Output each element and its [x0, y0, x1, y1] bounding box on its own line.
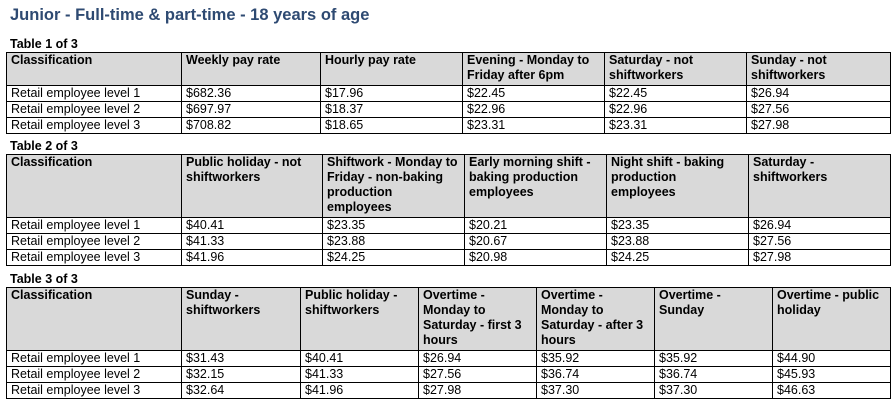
header-row [7, 288, 891, 351]
table-cell: $17.96 [321, 86, 463, 102]
table-cell: Retail employee level 3 [7, 250, 182, 266]
table-cell: $40.41 [182, 218, 323, 234]
table-cell: $22.96 [463, 102, 605, 118]
header-row [7, 155, 891, 218]
column-header: Shiftwork - Monday to Friday - non-baking production employees [323, 155, 465, 218]
table-cell: $20.98 [465, 250, 607, 266]
column-header: Overtime - Sunday [655, 288, 773, 351]
column-header: Early morning shift - baking production employees [465, 155, 607, 218]
column-header: Saturday - not shiftworkers [605, 53, 747, 86]
table-cell: $40.41 [301, 351, 419, 367]
table-cell: $27.98 [749, 250, 891, 266]
table-cell: Retail employee level 3 [7, 118, 182, 134]
table-cell: Retail employee level 3 [7, 383, 182, 399]
column-header: Public holiday - not shiftworkers [182, 155, 323, 218]
table-row [7, 383, 891, 399]
column-header: Night shift - baking production employees [607, 155, 749, 218]
table-cell: $35.92 [655, 351, 773, 367]
column-header: Classification [7, 288, 182, 351]
table-row [7, 102, 891, 118]
table-cell: $26.94 [749, 218, 891, 234]
table-cell: $23.31 [463, 118, 605, 134]
table-cell: $27.56 [749, 234, 891, 250]
table-cell: $23.88 [323, 234, 465, 250]
table-cell: $31.43 [182, 351, 301, 367]
table-cell: Retail employee level 2 [7, 102, 182, 118]
column-header: Evening - Monday to Friday after 6pm [463, 53, 605, 86]
table-cell: $18.37 [321, 102, 463, 118]
column-header: Weekly pay rate [182, 53, 321, 86]
column-header: Sunday - shiftworkers [182, 288, 301, 351]
table-cell: $23.35 [323, 218, 465, 234]
table-cell: $22.45 [605, 86, 747, 102]
table-cell: $697.97 [182, 102, 321, 118]
column-header: Public holiday - shiftworkers [301, 288, 419, 351]
pay-table-1 [6, 52, 891, 134]
table-cell: Retail employee level 2 [7, 367, 182, 383]
table-cell: $35.92 [537, 351, 655, 367]
table-row [7, 367, 891, 383]
table-cell: $23.88 [607, 234, 749, 250]
table-cell: $45.93 [773, 367, 891, 383]
table-cell: $26.94 [747, 86, 891, 102]
column-header: Overtime - Monday to Saturday - after 3 hours [537, 288, 655, 351]
table-cell: $41.96 [301, 383, 419, 399]
page-title: Junior - Full-time & part-time - 18 years of age [10, 6, 370, 24]
header-row [7, 53, 891, 86]
table-cell: $22.96 [605, 102, 747, 118]
table-2-caption: Table 2 of 3 [10, 139, 78, 153]
table-cell: $46.63 [773, 383, 891, 399]
table-cell: $36.74 [537, 367, 655, 383]
table-cell: Retail employee level 1 [7, 218, 182, 234]
table-cell: $27.98 [419, 383, 537, 399]
column-header: Sunday - not shiftworkers [747, 53, 891, 86]
table-cell: $41.33 [182, 234, 323, 250]
column-header: Saturday - shiftworkers [749, 155, 891, 218]
pay-table-2 [6, 154, 891, 266]
table-row [7, 250, 891, 266]
column-header: Overtime - public holiday [773, 288, 891, 351]
table-cell: $23.31 [605, 118, 747, 134]
table-cell: Retail employee level 1 [7, 86, 182, 102]
table-cell: Retail employee level 1 [7, 351, 182, 367]
table-cell: $23.35 [607, 218, 749, 234]
table-cell: $26.94 [419, 351, 537, 367]
pay-table-3 [6, 287, 891, 399]
table-cell: $27.56 [419, 367, 537, 383]
table-cell: $44.90 [773, 351, 891, 367]
table-cell: $41.96 [182, 250, 323, 266]
table-cell: $24.25 [607, 250, 749, 266]
table-cell: $24.25 [323, 250, 465, 266]
column-header: Hourly pay rate [321, 53, 463, 86]
table-row [7, 351, 891, 367]
column-header: Classification [7, 155, 182, 218]
table-row [7, 86, 891, 102]
table-cell: $32.64 [182, 383, 301, 399]
table-cell: $41.33 [301, 367, 419, 383]
table-cell: $20.67 [465, 234, 607, 250]
table-cell: $682.36 [182, 86, 321, 102]
table-row [7, 118, 891, 134]
table-cell: $18.65 [321, 118, 463, 134]
table-cell: $37.30 [537, 383, 655, 399]
table-cell: $27.98 [747, 118, 891, 134]
table-cell: Retail employee level 2 [7, 234, 182, 250]
column-header: Overtime - Monday to Saturday - first 3 hours [419, 288, 537, 351]
table-row [7, 234, 891, 250]
table-cell: $37.30 [655, 383, 773, 399]
table-cell: $36.74 [655, 367, 773, 383]
column-header: Classification [7, 53, 182, 86]
table-cell: $708.82 [182, 118, 321, 134]
table-cell: $27.56 [747, 102, 891, 118]
table-3-caption: Table 3 of 3 [10, 272, 78, 286]
table-cell: $32.15 [182, 367, 301, 383]
table-cell: $20.21 [465, 218, 607, 234]
table-cell: $22.45 [463, 86, 605, 102]
table-1-caption: Table 1 of 3 [10, 37, 78, 51]
table-row [7, 218, 891, 234]
